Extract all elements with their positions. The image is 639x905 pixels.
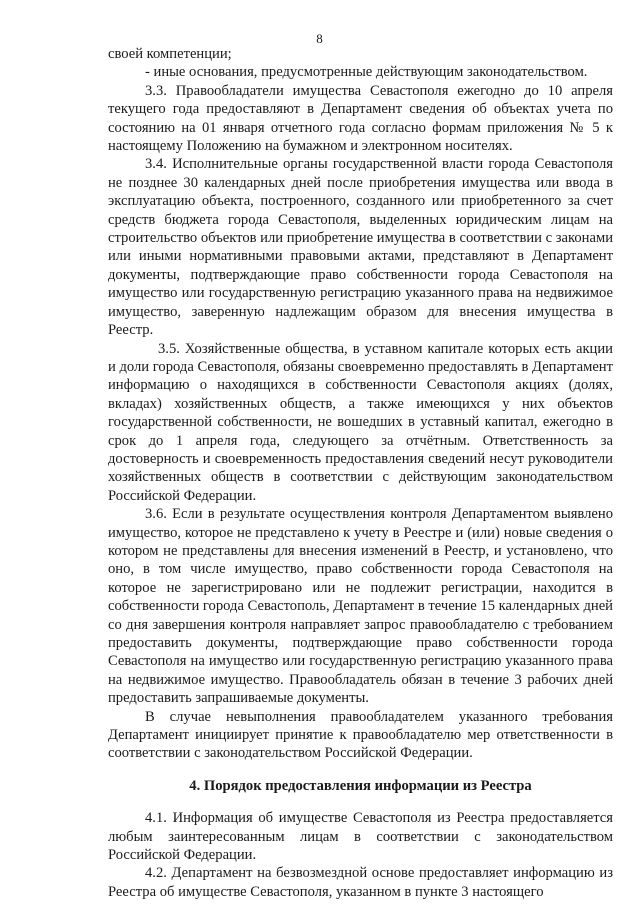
paragraph-4-1: 4.1. Информация об имуществе Севастополя из Реестра предоставляется любым заинтересованным лицам в соответствии с законодательством Российской Федерации. [108,810,613,864]
paragraph-3-6: 3.6. Если в результате осуществления контроля Департаментом выявлено имущество, которое не представлено к учету в Реестре и (или) новые сведения о котором не представлены для внесения изменений в Реестр, и установлено, что оно, в том числе имущество, право собственности города Севастополя на которое не зарегистрировано или не подлежит регистрации, находится в собственности города Севастополь, Департамент в течение 15 календарных дней со дня завершения контроля направляет запрос правообладателю с требованием предоставить документы, подтверждающие право собственности города Севастополя на имущество или государственную регистрацию указанного права на недвижимое имущество. Правообладатель обязан в течение 3 рабочих дней предоставить запрашиваемые документы. [108,506,613,707]
paragraph-4-2: 4.2. Департамент на безвозмездной основе предоставляет информацию из Реестра об имуществе Севастополя, указанном в пункте 3 настоящего [108,865,613,900]
paragraph-3-4: 3.4. Исполнительные органы государственной власти города Севастополя не позднее 30 календарных дней после приобретения имущества или ввода в эксплуатацию объекта, построенного, созданного или приобретенного за счет средств бюджета города Севастополя, выделенных юридическим лицам на строительство объектов или приобретение имущества в соответствии с законами или иными нормативными правовыми актами, представляют в Департамент документы, подтверждающие право собственности города Севастополя на имущество или государственную регистрацию указанного права на недвижимое имущество, заверенную надлежащим образом для внесения имущества в Реестр. [108,156,613,339]
paragraph-3-5: 3.5. Хозяйственные общества, в уставном капитале которых есть акции и доли города Севастополя, обязаны своевременно предоставлять в Департамент информацию о находящихся в собственности Севастополя акциях (долях, вкладах) хозяйственных обществ, а также имеющихся у них объектов государственной собственности, не вошедших в уставный капитал, ежегодно в срок до 1 апреля года, следующего за отчётным. Ответственность за достоверность и своевременность предоставления сведений несут руководители хозяйственных обществ в соответствии с действующим законодательством Российской Федерации. [108,340,613,504]
document-body [108,45,613,901]
section-heading: 4. Порядок предоставления информации из Реестра [189,777,532,794]
paragraph-continuation: своей компетенции; [108,46,232,62]
paragraph-list-item: - иные основания, предусмотренные действующим законодательством. [145,64,588,81]
paragraph-non-compliance: В случае невыполнения правообладателем указанного требования Департамент инициирует принятие к правообладателю мер ответственности в соответствии с законодательством Российской Федерации. [108,708,613,762]
page-number: 8 [316,31,323,46]
section-spacer [108,763,613,777]
paragraph-3-3: 3.3. Правообладатели имущества Севастополя ежегодно до 10 апреля текущего года предоставляют в Департамент сведения об объектах учета по состоянию на 01 января отчетного года согласно формам приложения № 5 к настоящему Положению на бумажном и электронном носителях. [108,82,613,155]
section-spacer [108,795,613,809]
